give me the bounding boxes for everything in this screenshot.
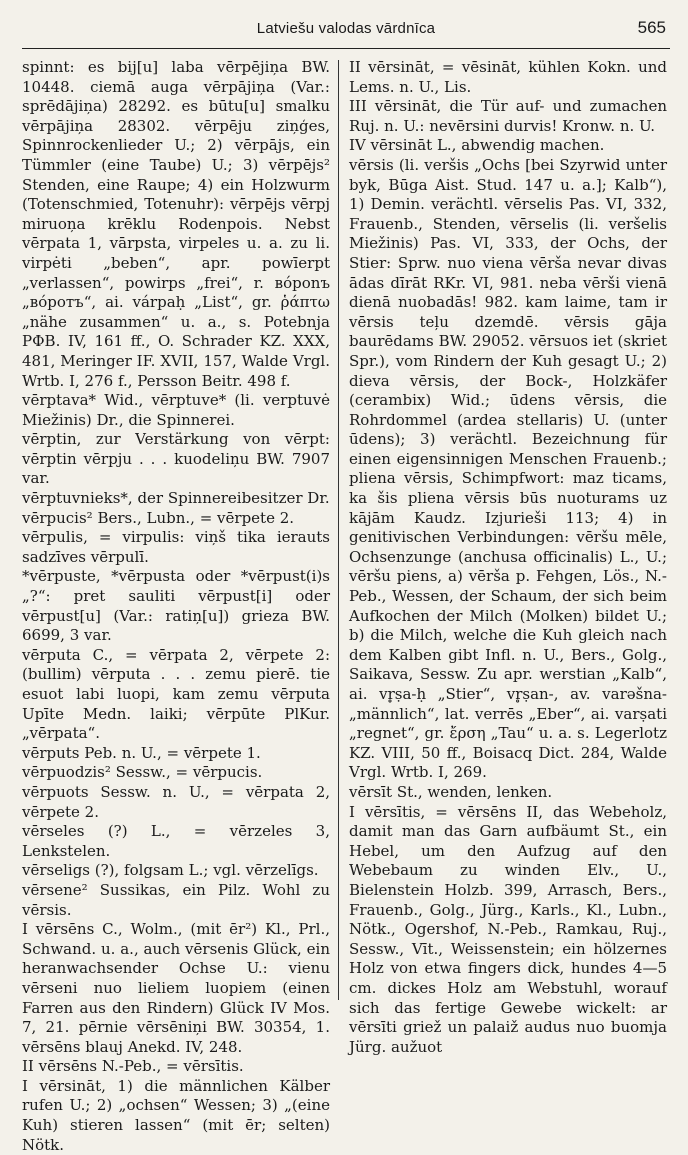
dictionary-entry: vērputa C., = vērpata 2, vērpete 2: (bullim) vērputa . . . zemu pierē. tie esuot labi luopi, kam zemu vērputa Upīte Medn. laiki; vērpūte PlKur. „vērpata“. [22,645,330,743]
page-header [22,18,670,54]
text-columns [22,58,670,1154]
dictionary-entry: vērpulis, = virpulis: viņš tika ierauts sadzīves vērpulī. [22,528,330,566]
dictionary-entry: I vērsēns C., Wolm., (mit ēr²) Kl., Prl., Schwand. u. a., auch vērsenis Glück, ein heranwachsender Ochse U.: vienu vērseni nuo lieliem luopiem (einen Farren aus den Rindern) Glück IV Mos. 7, 21. pērnie vērsēniņi BW. 30354, 1. vērsēns blauj Anekd. IV, 248. [22,920,330,1056]
dictionary-entry: vērsis (li. veršis „Ochs [bei Szyrwid unter byk, Būga Aist. Stud. 147 u. a.]; Kalb“), 1) Demin. verächtl. vērselis Pas. VI, 332, Frauenb., Stenden, vērselis (li. veršelis Miežinis) Pas. VI, 333, der Ochs, der Stier: Sprw. nuo viena vērša nevar divas ādas dīrāt RKr. VI, 981. neba vērši vienā dienā nuobadās! 982. kam laime, tam ir vērsis teļu dzemdē. vērsis gāja baurēdams BW. 29052. vērsuos iet (skriet Spr.), vom Rindern der Kuh gesagt U.; 2) dieva vērsis, der Bock-, Holzkäfer (cerambix) Wid.; ūdens vērsis, die Rohrdommel (ardea stellaris) U. (unter ūdens); 3) verächtl. Bezeichnung für einen eigensinnigen Menschen Frauenb.; pliena vērsis, Schimpfwort: maz ticams, ka šis pliena vērsis būs nuoturams uz kājām Kaudz. Izjurieši 113; 4) in genitivischen Verbindungen: vēršu mēle, Ochsenzunge (anchusa officinalis) L., U.; vēršu piens, a) vērša p. Fehgen, Lös., N.-Peb., Wessen, der Schaum, der sich beim Aufkochen der Milch (Molken) bildet U.; b) die Milch, welche die Kuh gleich nach dem Kalben gibt Infl. n. U., Bers., Golg., Saikava, Sessw. Zu apr. werstian „Kalb“, ai. vr̥ṣa-ḥ „Stier“, vr̥ṣan-, av. varəšna- „männlich“, lat. verrēs „Eber“, ai. varṣati „regnet“, gr. ἔρση „Tau“ u. a. s. Legerlotz KZ. VIII, 50 ff., Boisacq Dict. 284, Walde Vrgl. Wrtb. I, 269. [349,155,667,782]
dictionary-entry: II vērsēns N.-Peb., = vērsītis. [22,1057,244,1076]
dictionary-entry: vērpuots Sessw. n. U., = vērpata 2, vērpete 2. [22,782,330,821]
dictionary-entry: vērpuodzis² Sessw., = vērpucis. [22,763,263,782]
page-number: 565 [637,18,666,37]
dictionary-entry: vērsene² Sussikas, ein Pilz. Wohl zu vērsis. [22,880,330,919]
dictionary-entry: vērputs Peb. n. U., = vērpete 1. [22,743,261,762]
column-divider [338,60,339,1000]
dictionary-entry: spinnt: es bij[u] laba vērpējiņa BW. 10448. ciemā auga vērpājiņa (Var.: sprēdājiņa) 28292. es būtu[u] smalku vērpājiņa 28302. vērpēju ziņģes, Spinnrockenlieder U.; 2) vērpājs, ein Tümmler (eine Taube) U.; 3) vērpējs² Stenden, eine Raupe; 4) ein Holzwurm (Totenschmied, Totenuhr): vērpējs vērpj miruoņa krēklu Rodenpois. Nebst vērpata 1, vārpsta, virpeles u. a. zu li. virpėti „beben“, apr. powīerpt „verlassen“, powirps „frei“, r. вóрonъ „вóротъ“, ai. várpaḥ „List“, gr. ῥάπτω „nähe zusammen“ u. a., s. Potebnja РФВ. IV, 161 ff., O. Schrader KZ. XXX, 481, Meringer IF. XVII, 157, Walde Vrgl. Wrtb. I, 276 f., Persson Beitr. 498 f. [22,58,330,390]
dictionary-entry: vērptin, zur Verstärkung von vērpt: vērptin vērpju . . . kuodeliņu BW. 7907 var. [22,430,330,488]
dictionary-entry: vērpucis² Bers., Lubn., = vērpete 2. [22,508,295,527]
right-column [349,58,667,1056]
header-rule [22,48,670,49]
dictionary-entry: vērsīt St., wenden, lenken. [349,782,553,801]
dictionary-entry: III vērsināt, die Tür auf- und zumachen Ruj. n. U.: nevērsini durvis! Kronw. n. U. [349,97,667,135]
dictionary-entry: vērseles (?) L., = vērzeles 3, Lenkstelen. [22,822,330,860]
dictionary-entry: IV vērsināt L., abwendig machen. [349,136,605,155]
dictionary-entry: II vērsināt, = vēsināt, kühlen Kokn. und Lems. n. U., Lis. [349,58,667,96]
dictionary-entry: I vērsināt, 1) die männlichen Kälber rufen U.; 2) „ochsen“ Wessen; 3) „(eine Kuh) stieren lassen“ (mit ēr; selten) Nötk. [22,1076,330,1154]
page-title: Latviešu valodas vārdnīca [256,20,436,37]
dictionary-entry: vērseligs (?), folgsam L.; vgl. vērzelīgs. [22,861,319,880]
dictionary-entry: vērptava* Wid., vērptuve* (li. verptuvė Miežinis) Dr., die Spinnerei. [22,391,330,429]
left-column [22,58,330,1154]
dictionary-entry: I vērsītis, = vērsēns II, das Webeholz, damit man das Garn aufbäumt St., ein Hebel, um den Aufzug auf den Webebaum zu winden Elv., U., Bielenstein Holzb. 399, Arrasch, Bers., Frauenb., Golg., Jürg., Karls., Kl., Lubn., Nötk., Ogershof, N.-Peb., Ramkau, Ruj., Sessw., Vīt., Weissenstein; ein hölzernes Holz von etwa fingers dick, hundes 4—5 cm. dickes Holz am Webstuhl, worauf sich das fertige Gewebe wickelt: ar vērsīti griež un palaiž audus nuo buomja Jürg. aužuot [349,802,667,1056]
dictionary-entry: *vērpuste, *vērpusta oder *vērpust(i)s „?“: pret sauliti vērpust[i] oder vērpust[u] (Var.: ratiņ[u]) grieza BW. 6699, 3 var. [22,567,330,645]
dictionary-entry: vērptuvnieks*, der Spinnereibesitzer Dr. [22,489,330,508]
